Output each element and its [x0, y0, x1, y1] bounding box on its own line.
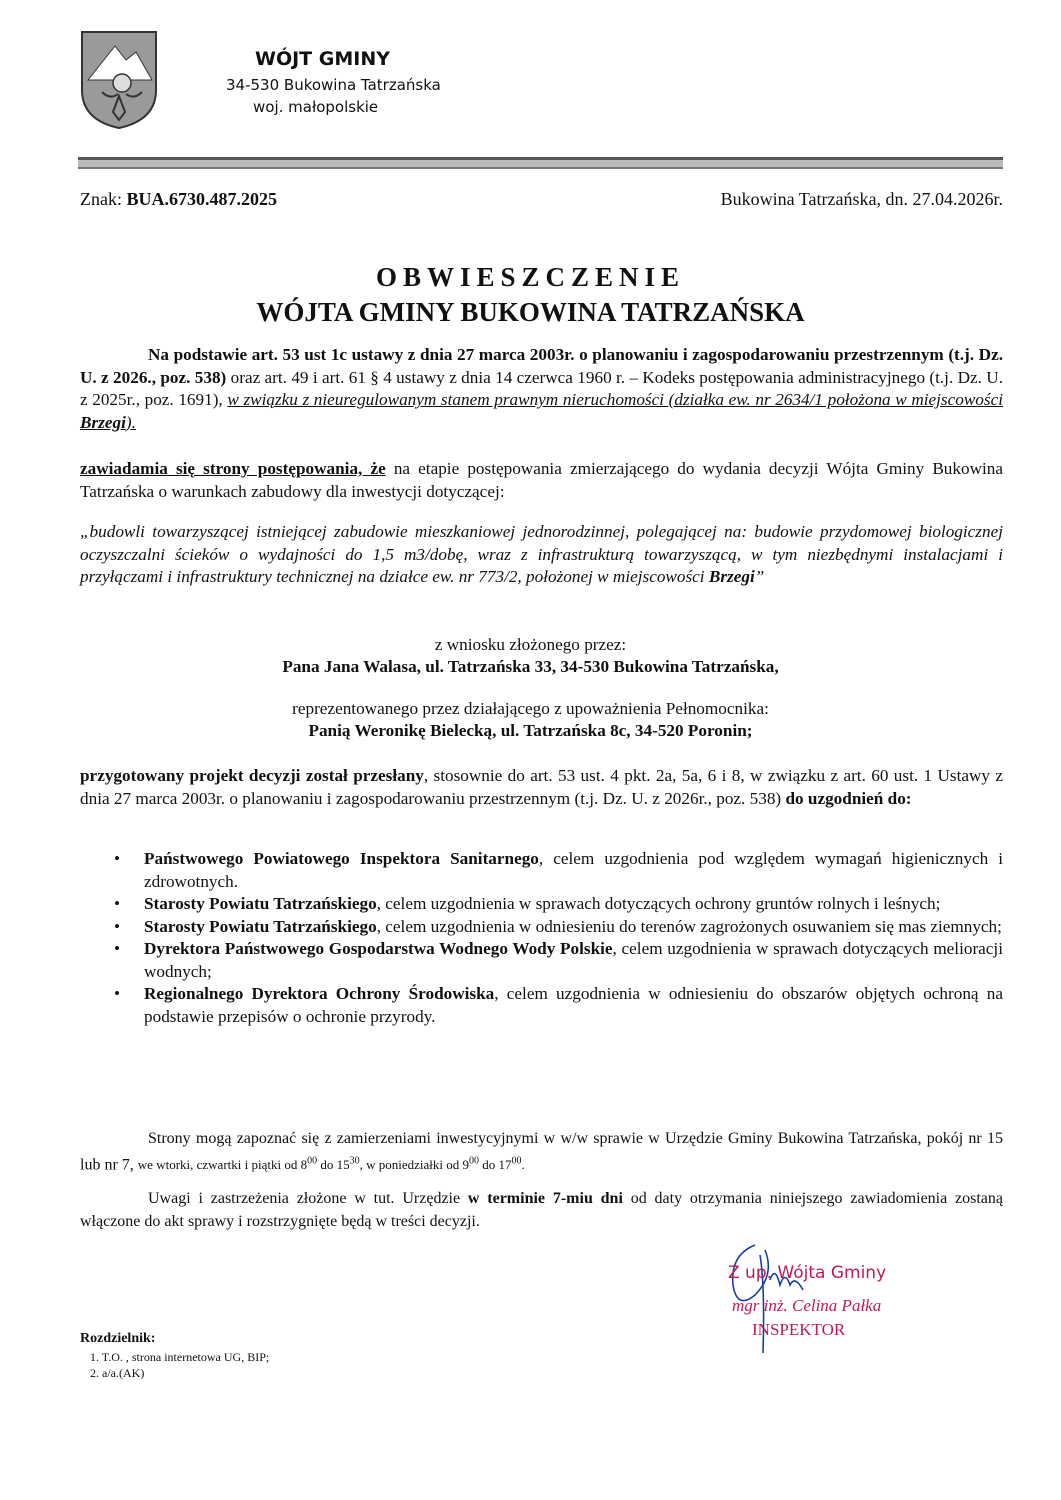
document-title: OBWIESZCZENIE: [375, 262, 686, 292]
applicant-name: Pana Jana Walasa, ul. Tatrzańska 33, 34-530 Bukowina Tatrzańska,: [282, 657, 779, 676]
distribution-item: 1. T.O. , strona internetowa UG, BIP;: [90, 1350, 270, 1364]
list-item: • Starosty Powiatu Tatrzańskiego, celem uzgodnienia w sprawach dotyczących ochrony gruntów rolnych i leśnych;: [114, 894, 941, 913]
list-item: • Państwowego Powiatowego Inspektora Sanitarnego, celem uzgodnienia pod względem wymagań higienicznych i zdrowotnych.: [114, 849, 1003, 891]
document-date: Bukowina Tatrzańska, dn. 27.04.2026r.: [720, 189, 1003, 209]
legal-basis-paragraph: Na podstawie art. 53 ust 1c ustawy z dnia 27 marca 2003r. o planowaniu i zagospodarowaniu przestrzennym (t.j. Dz. U. z 2026., poz. 538) oraz art. 49 i art. 61 § 4 ustawy z dnia 14 czerwca 1960 r. – Kodeks postępowania administracyjnego (t.j. Dz. U. z 2025r., poz. 1691), w związku z nieuregulowanym stanem prawnym nieruchomości (działka ew. nr 2634/1 położona w miejscowości Brzegi).: [80, 345, 1003, 432]
draft-sent-paragraph: przygotowany projekt decyzji został przesłany, stosownie do art. 53 ust. 4 pkt. 2a, 5a, 6 i 8, w związku z art. 60 ust. 1 Ustawy z dnia 27 marca 2003r. o planowaniu i zagospodarowaniu przestrzennym (t.j. Dz. U. z 2026r., poz. 538) do uzgodnień do:: [80, 766, 1003, 808]
stamp-line-3: INSPEKTOR: [752, 1320, 846, 1339]
representative-intro: reprezentowanego przez działającego z upoważnienia Pełnomocnika:: [292, 699, 769, 718]
office-hours-paragraph: Strony mogą zapoznać się z zamierzeniami inwestycyjnymi w w/w sprawie w Urzędzie Gminy Bukowina Tatrzańska, pokój nr 15 lub nr 7, we wtorki, czwartki i piątki od $8^{00}$ do $15^{30}$, w poniedziałki od $9^{00}$ do $17^{00}$.: [80, 1130, 1003, 1173]
stamp-line-1: Z up. Wójta Gminy: [728, 1263, 887, 1283]
notification-paragraph: zawiadamia się strony postępowania, że na etapie postępowania zmierzającego do wydania decyzji Wójta Gminy Bukowina Tatrzańska o warunkach zabudowy dla inwestycji dotyczącej:: [80, 459, 1003, 501]
distribution-item: 2. a/a.(AK): [90, 1366, 145, 1380]
list-item: • Dyrektora Państwowego Gospodarstwa Wodnego Wody Polskie, celem uzgodnienia w sprawach dotyczących melioracji wodnych;: [114, 939, 1003, 981]
remarks-paragraph: Uwagi i zastrzeżenia złożone w tut. Urzędzie w terminie 7-miu dni od daty otrzymania niniejszego zawiadomienia zostaną włączone do akt sprawy i rozstrzygnięte będą w treści decyzji.: [80, 1190, 1004, 1230]
reference-number: Znak: BUA.6730.487.2025: [80, 189, 278, 209]
stamp-line-2: mgr inż. Celina Pałka: [732, 1296, 882, 1315]
letterhead-title: WÓJT GMINY: [255, 48, 390, 70]
letterhead-voivodeship: woj. małopolskie: [253, 98, 379, 116]
letterhead-address: 34-530 Bukowina Tatrzańska: [226, 76, 441, 94]
list-item: • Regionalnego Dyrektora Ochrony Środowiska, celem uzgodnienia w odniesieniu do obszarów objętych ochroną na podstawie przepisów o ochronie przyrody.: [114, 984, 1003, 1026]
document-subtitle: WÓJTA GMINY BUKOWINA TATRZAŃSKA: [256, 297, 805, 327]
list-item: • Starosty Powiatu Tatrzańskiego, celem uzgodnienia w odniesieniu do terenów zagrożonych osuwaniem się mas ziemnych;: [114, 916, 1002, 936]
representative-name: Panią Weronikę Bielecką, ul. Tatrzańska 8c, 34-520 Poronin;: [308, 721, 753, 740]
header-divider: [78, 157, 1003, 169]
agreement-list: [80, 848, 1003, 1028]
applicant-intro: z wniosku złożonego przez:: [434, 635, 627, 654]
distribution-heading: Rozdzielnik:: [80, 1331, 156, 1346]
coat-of-arms-icon: [80, 30, 158, 130]
investment-description: „budowli towarzyszącej istniejącej zabudowie mieszkaniowej jednorodzinnej, polegającej na: budowie przydomowej biologicznej oczyszczalni ścieków o wydajności do 1,5 m3/dobę, wraz z infrastrukturą towarzyszącą, w tym niezbędnymi instalacjami i przyłączami i infrastruktury technicznej na działce ew. nr 773/2, położonej w miejscowości Brzegi”: [80, 522, 1003, 586]
